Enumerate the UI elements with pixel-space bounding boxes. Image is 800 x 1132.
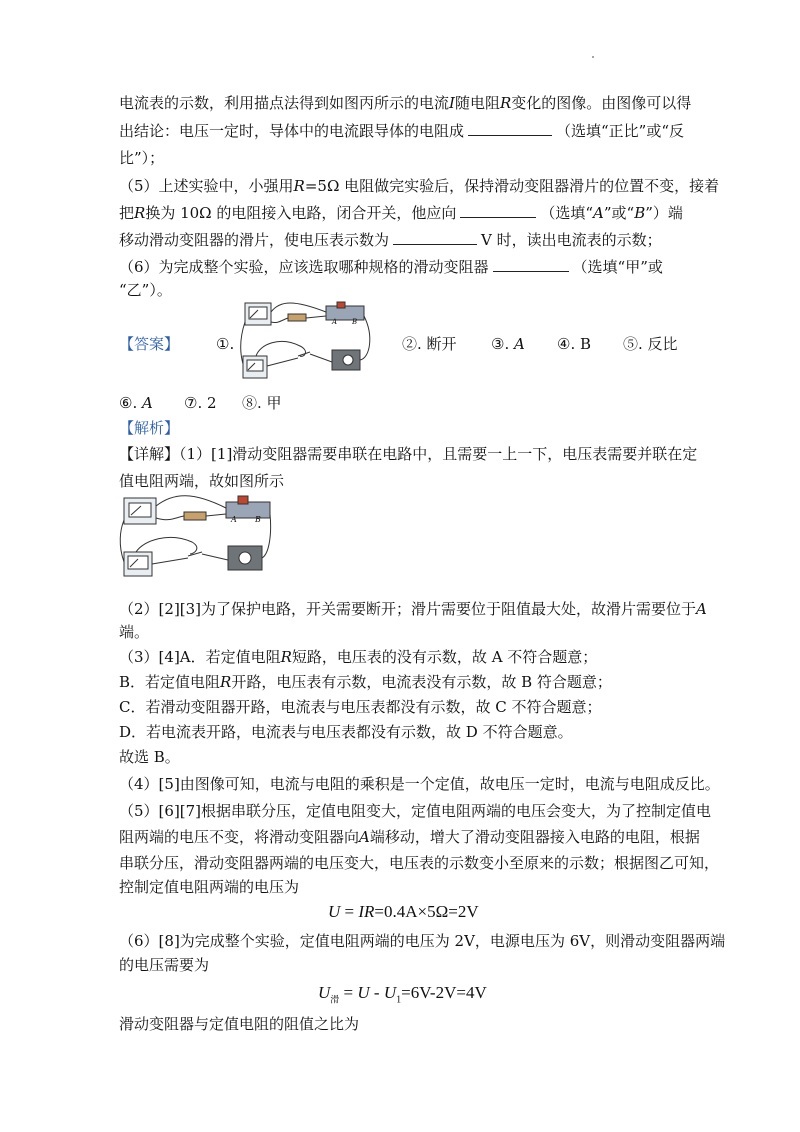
text: =5Ω 电阻做完实验后，保持滑动变阻器滑片的位置不变，接着 <box>304 177 720 195</box>
text: （2）[2][3]为了保护电路，开关需要断开；滑片需要位于阻值最大处，故滑片需要位于 <box>119 600 697 618</box>
text: （选填“ <box>540 204 594 222</box>
analysis-line-5b <box>119 827 700 847</box>
analysis-line-5a <box>119 801 711 821</box>
analysis-line-5d <box>119 877 299 897</box>
text: 端。 <box>119 623 150 641</box>
answer-blank <box>393 230 477 245</box>
answer-2: ②. 断开 <box>402 335 457 353</box>
analysis-line-3e <box>119 747 180 767</box>
analysis-line-2a <box>119 599 707 619</box>
text: 比”）； <box>119 149 165 167</box>
terminal-B-label: B <box>255 515 261 524</box>
circuit-diagram-detail <box>114 490 272 580</box>
text: 随电阻 <box>454 94 500 112</box>
var-R: R <box>220 673 232 691</box>
question-line-5 <box>119 203 683 223</box>
text: B．若定值电阻 <box>119 673 221 691</box>
var-A: A <box>696 600 707 618</box>
answer-1: ①. <box>216 335 235 353</box>
answer-6 <box>119 393 153 413</box>
text: （4）[5]由图像可知，电流与电阻的乘积是一个定值，故电压一定时，电流与电阻成反比。 <box>119 775 720 793</box>
analysis-line-4 <box>119 774 720 794</box>
question-line-8 <box>119 280 172 300</box>
text: 换为 10Ω 的电阻接入电路，闭合开关，他应向 <box>145 204 457 222</box>
var-U: U <box>318 983 331 1002</box>
text: 电流表的示数，利用描点法得到如图丙所示的电流 <box>119 94 450 112</box>
analysis-label: 【解析】 <box>119 419 180 437</box>
text: （5）上述实验中，小强用 <box>119 177 294 195</box>
terminal-B-label: B <box>352 318 358 326</box>
analysis-line-3a <box>119 647 597 667</box>
text: 故选 B。 <box>119 748 180 766</box>
terminal-A-label: A <box>231 515 237 524</box>
analysis-line-6b <box>119 955 209 975</box>
answer-7: ⑦. 2 <box>184 394 217 412</box>
text: 控制定值电阻两端的电压为 <box>119 878 300 896</box>
answer-3 <box>491 334 525 354</box>
analysis-line-6a <box>119 931 725 951</box>
analysis-line-7 <box>119 1014 359 1034</box>
equation-voltage <box>328 902 479 922</box>
equation-slider-voltage <box>318 983 487 1005</box>
text: （1）[1]滑动变阻器需要串联在电路中，且需要一上一下，电压表需要并联在定 <box>179 445 698 463</box>
question-line-6 <box>119 230 662 250</box>
page-mark <box>592 56 594 58</box>
text: （6）为完成整个实验，应该选取哪种规格的滑动变阻器 <box>119 258 489 276</box>
text: 滑动变阻器与定值电阻的阻值之比为 <box>119 1015 360 1033</box>
text: V 时，读出电流表的示数； <box>481 231 662 249</box>
text: 出结论：电压一定时，导体中的电流跟导体的电阻成 <box>119 122 465 140</box>
analysis-line-3c <box>119 697 602 717</box>
answer-blank <box>460 203 536 218</box>
answer-value: A <box>514 335 525 353</box>
text: =0.4A×5Ω=2V <box>374 902 479 921</box>
text: 值电阻两端，故如图所示 <box>119 472 285 490</box>
text: ③. <box>491 335 510 353</box>
text: 把 <box>119 204 135 222</box>
detail-label: 【详解】 <box>119 445 180 463</box>
analysis-line-5c <box>119 853 719 873</box>
text: 开路，电压表有示数，电流表没有示数，故 B 符合题意； <box>231 673 612 691</box>
text: =6V-2V=4V <box>401 983 487 1002</box>
text: C．若滑动变阻器开路，电流表与电压表都没有示数，故 C 不符合题意； <box>119 698 602 716</box>
var-I: I <box>449 94 455 112</box>
text: 阻两端的电压不变，将滑动变阻器向 <box>119 828 360 846</box>
question-line-7 <box>119 257 663 277</box>
detail-line-2 <box>119 471 284 491</box>
terminal-A-label: A <box>332 318 338 326</box>
text: （选填“甲”或 <box>572 258 663 276</box>
text: ”）端 <box>645 204 683 222</box>
answer-value: A <box>142 394 153 412</box>
var-R: R <box>499 94 512 112</box>
text: （3）[4]A．若定值电阻 <box>119 648 281 666</box>
var-R: R <box>280 648 292 666</box>
analysis-line-3b <box>119 672 612 692</box>
text: 串联分压，滑动变阻器两端的电压变大，电压表的示数变小至原来的示数；根据图乙可知， <box>119 854 720 872</box>
text: D．若电流表开路，电流表与电压表都没有示数，故 D 不符合题意。 <box>119 723 573 741</box>
var-R: R <box>134 204 146 222</box>
text: “乙”）。 <box>119 281 172 299</box>
var-B: B <box>634 204 646 222</box>
var-U: U <box>328 902 341 921</box>
subscript: 滑 <box>330 994 340 1005</box>
question-line-4 <box>119 176 719 196</box>
circuit-diagram-answer <box>240 296 372 384</box>
var-R: R <box>293 177 305 195</box>
text: ”或“ <box>603 204 635 222</box>
text: 移动滑动变阻器的滑片，使电压表示数为 <box>119 231 390 249</box>
text: （选填“正比”或“反 <box>556 122 685 140</box>
text: 变化的图像。由图像可以得 <box>511 94 692 112</box>
answer-5: ⑤. 反比 <box>623 335 678 353</box>
answer-8: ⑧. 甲 <box>242 394 282 412</box>
text: （6）[8]为完成整个实验，定值电阻两端的电压为 2V，电源电压为 6V，则滑动变阻器两端 <box>119 932 726 950</box>
detail-line-1 <box>119 444 697 464</box>
analysis-line-3d <box>119 722 573 742</box>
question-line-2 <box>119 121 684 141</box>
analysis-line-2b <box>119 622 149 642</box>
text: 端移动，增大了滑动变阻器接入电路的电阻，根据 <box>369 828 700 846</box>
answer-blank <box>468 121 552 136</box>
var-A: A <box>359 828 370 846</box>
text: （5）[6][7]根据串联分压，定值电阻变大，定值电阻两端的电压会变大，为了控制定值电 <box>119 802 712 820</box>
subscript: 1 <box>396 994 402 1006</box>
text: 短路，电压表的没有示数，故 A 不符合题意； <box>291 648 598 666</box>
var-IR: IR <box>358 902 375 921</box>
question-line-1 <box>119 93 691 113</box>
var-U1: U <box>383 983 397 1002</box>
text: = <box>340 902 359 921</box>
text: - <box>369 983 384 1002</box>
question-line-3 <box>119 148 164 168</box>
answer-label: 【答案】 <box>119 335 180 353</box>
var-A: A <box>593 204 604 222</box>
var-U: U <box>357 983 370 1002</box>
answer-4: ④. B <box>557 335 592 353</box>
text: 的电压需要为 <box>119 956 210 974</box>
text: ⑥. <box>119 394 138 412</box>
text: = <box>339 983 358 1002</box>
answer-blank <box>493 257 569 272</box>
